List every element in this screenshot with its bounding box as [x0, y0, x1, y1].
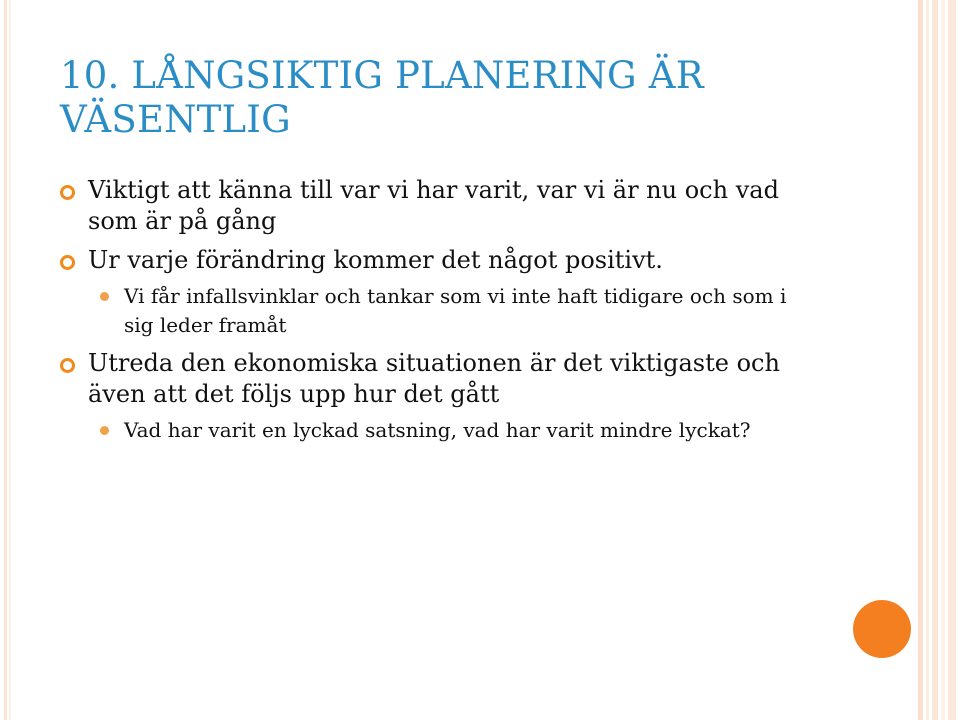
dot-bullet-icon [100, 292, 109, 301]
decorative-stripe [9, 0, 11, 720]
decorative-stripe [918, 0, 923, 720]
bullet-text: Viktigt att känna till var vi har varit, var vi är nu och vad som är på gång [88, 176, 779, 235]
bullet-item [60, 348, 820, 410]
decorative-stripe [948, 0, 956, 720]
bullet-text: Ur varje förändring kommer det något positivt. [88, 246, 663, 274]
bullet-item [60, 175, 820, 237]
decorative-stripe [4, 0, 7, 720]
dot-bullet-icon [100, 426, 109, 435]
sub-bullet-text: Vi får infallsvinklar och tankar som vi inte haft tidigare och som i sig leder framåt [124, 284, 787, 337]
decorative-orange-circle [853, 600, 911, 658]
bullet-item [60, 245, 820, 276]
ring-bullet-icon [60, 358, 75, 373]
sub-bullet-item [100, 416, 820, 445]
bullet-text: Utreda den ekonomiska situationen är det viktigaste och även att det följs upp hur det gått [88, 349, 780, 408]
slide-title: 10. LÅNGSIKTIG PLANERING ÄR VÄSENTLIG [60, 54, 704, 141]
bullet-list [60, 175, 820, 445]
decorative-stripe [941, 0, 945, 720]
sub-bullet-text: Vad har varit en lyckad satsning, vad har varit mindre lyckat? [124, 418, 751, 442]
sub-bullet-item [100, 282, 820, 340]
decorative-stripe [926, 0, 929, 720]
decorative-stripe [932, 0, 938, 720]
ring-bullet-icon [60, 185, 75, 200]
ring-bullet-icon [60, 255, 75, 270]
